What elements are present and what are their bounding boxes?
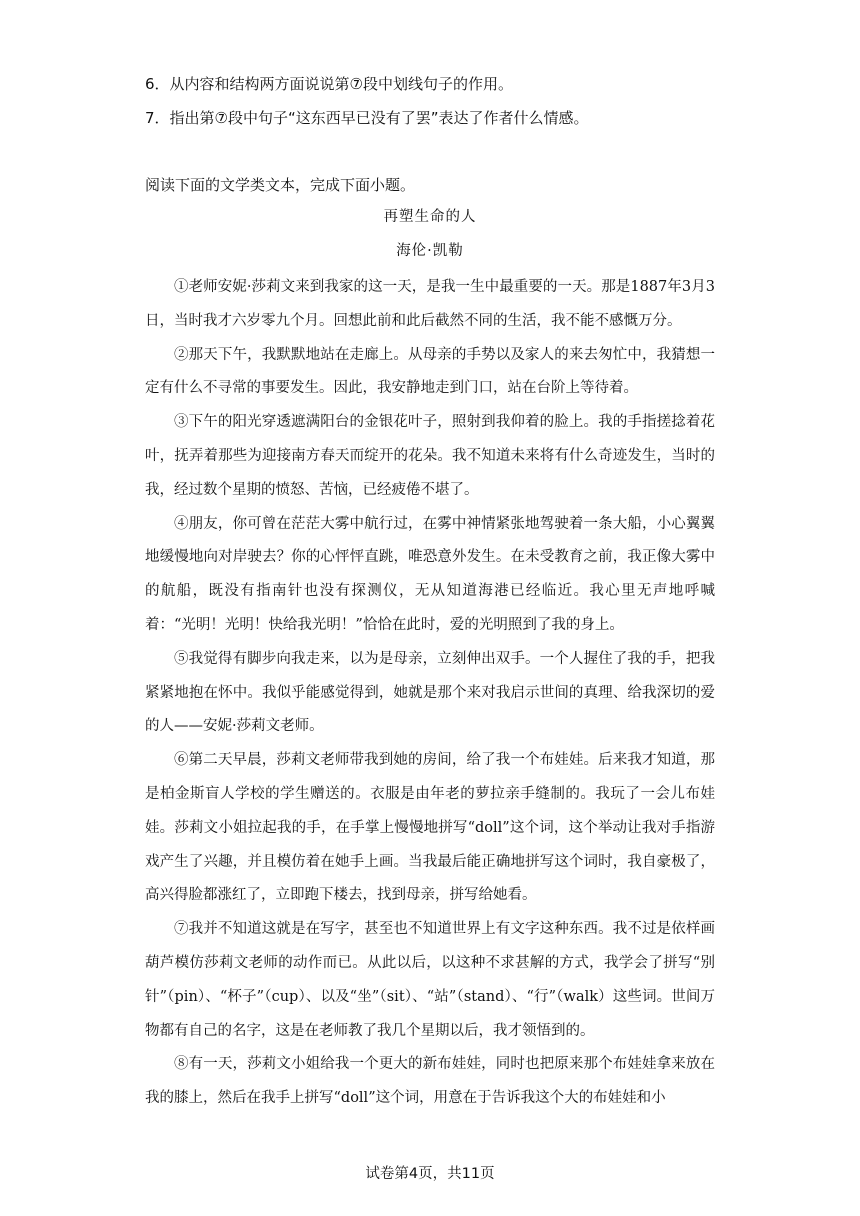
- paragraph-6: ⑥第二天早晨，莎莉文老师带我到她的房间，给了我一个布娃娃。后来我才知道，那是柏金斯盲人学校的学生赠送的。衣服是由年老的萝拉亲手缝制的。我玩了一会儿布娃娃。莎莉文小姐拉起我的手，在手掌上慢慢地拼写“doll”这个词，这个举动让我对手指游戏产生了兴趣，并且模仿着在她手上画。当我最后能正确地拼写这个词时，我自豪极了，高兴得脸都涨红了，立即跑下楼去，找到母亲，拼写给她看。: [145, 752, 715, 904]
- article-title: 再塑生命的人: [383, 209, 477, 225]
- paragraph-7: ⑦我并不知道这就是在写字，甚至也不知道世界上有文字这种东西。我不过是依样画葫芦模仿莎莉文老师的动作而已。从此以后，以这种不求甚解的方式，我学会了拼写“别针”（pin）、“杯子”（cup）、以及“坐”（sit）、“站”（stand）、“行”（walk）这些词。世间万物都有自己的名字，这是在老师教了我几个星期以后，我才领悟到的。: [145, 921, 715, 1039]
- paragraph-5: ⑤我觉得有脚步向我走来，以为是母亲，立刻伸出双手。一个人握住了我的手，把我紧紧地抱在怀中。我似乎能感觉得到，她就是那个来对我启示世间的真理、给我深切的爱的人——安妮·莎莉文老师。: [145, 650, 715, 735]
- page-footer: 试卷第4页，共11页: [365, 1166, 495, 1182]
- article-body: [145, 271, 715, 1116]
- paragraph-8: ⑧有一天，莎莉文小姐给我一个更大的新布娃娃，同时也把原来那个布娃娃拿来放在我的膝上，然后在我手上拼写“doll”这个词，用意在于告诉我这个大的布娃娃和小: [145, 1056, 715, 1107]
- paragraph-4: ④朋友，你可曾在茫茫大雾中航行过，在雾中神情紧张地驾驶着一条大船，小心翼翼地缓慢地向对岸驶去？你的心怦怦直跳，唯恐意外发生。在未受教育之前，我正像大雾中的航船，既没有指南针也没有探测仪，无从知道海港已经临近。我心里无声地呼喊着：“光明！光明！快给我光明！”恰恰在此时，爱的光明照到了我的身上。: [145, 515, 715, 633]
- article-author: 海伦·凯勒: [396, 243, 464, 259]
- paragraph-3: ③下午的阳光穿透遮满阳台的金银花叶子，照射到我仰着的脸上。我的手指搓捻着花叶，抚弄着那些为迎接南方春天而绽开的花朵。我不知道未来将有什么奇迹发生，当时的我，经过数个星期的愤怒、苦恼，已经疲倦不堪了。: [145, 414, 715, 498]
- reading-instruction: 阅读下面的文学类文本，完成下面小题。: [145, 176, 416, 194]
- question-6: 6．从内容和结构两方面说说第⑦段中划线句子的作用。: [145, 75, 513, 93]
- paragraph-2: ②那天下午，我默默地站在走廊上。从母亲的手势以及家人的来去匆忙中，我猜想一定有什么不寻常的事要发生。因此，我安静地走到门口，站在台阶上等待着。: [145, 346, 715, 397]
- question-7: 7．指出第⑦段中句子“这东西早已没有了罢”表达了作者什么情感。: [145, 109, 589, 127]
- paragraph-1: ①老师安妮·莎莉文来到我家的这一天，是我一生中最重要的一天。那是1887年3月3日，当时我才六岁零九个月。回想此前和此后截然不同的生活，我不能不感慨万分。: [145, 279, 715, 329]
